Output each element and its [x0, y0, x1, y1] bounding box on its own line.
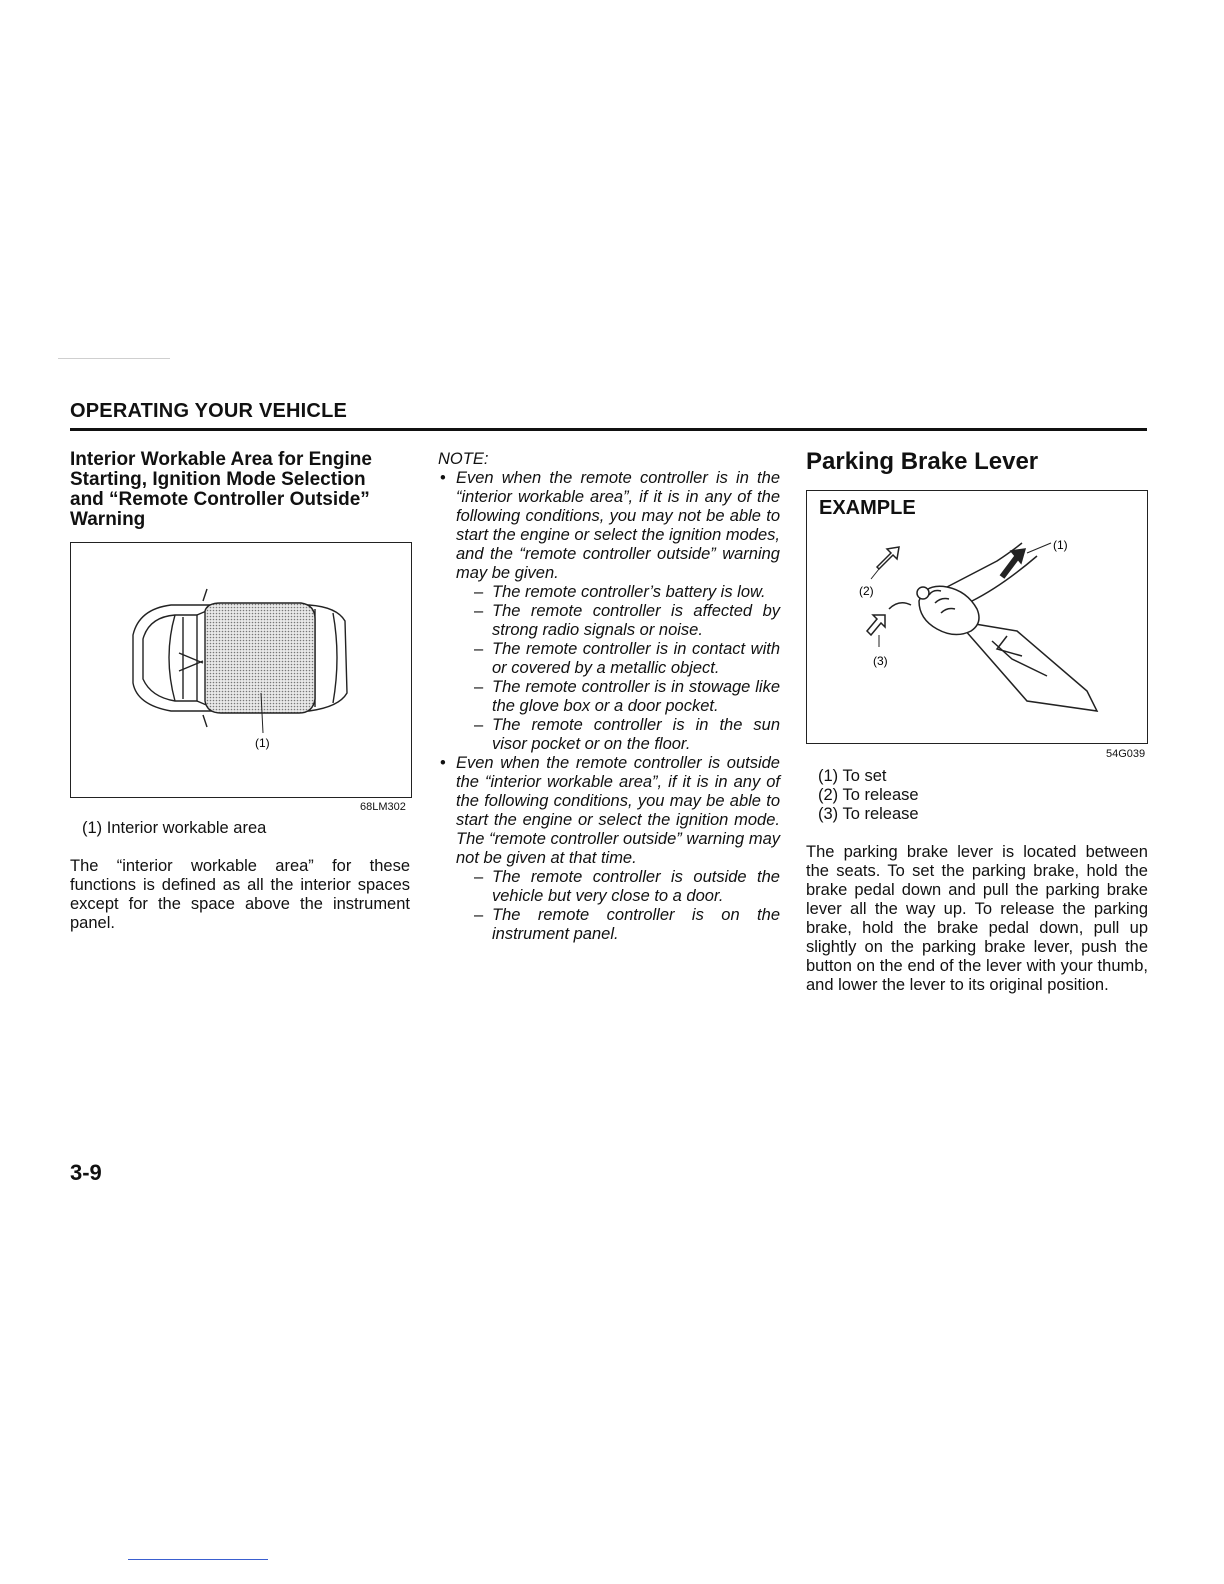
note-column — [438, 450, 780, 944]
note-sub-item: – The remote controller’s battery is low. — [456, 583, 780, 602]
note-sub-item: – The remote controller is outside the vehicle but very close to a door. — [456, 868, 780, 906]
note-bullet-text: Even when the remote controller is outside the “interior workable area”, if it is in any of the following conditions, you may be able to start the engine or select the ignition mode. The “remote controller outside” warning may not be given at that time. — [456, 754, 780, 867]
note-sub-list — [456, 868, 780, 944]
label-set: (1) — [1053, 538, 1068, 552]
right-caption-3: (3) To release — [818, 805, 919, 823]
note-sub-list — [456, 583, 780, 754]
section-header: OPERATING YOUR VEHICLE — [70, 400, 348, 422]
example-label: EXAMPLE — [819, 497, 916, 519]
left-figure-code: 68LM302 — [360, 801, 406, 813]
page-number: 3-9 — [70, 1160, 102, 1185]
parking-brake-figure — [806, 490, 1148, 744]
left-caption: (1) Interior workable area — [82, 819, 267, 837]
parking-brake-heading: Parking Brake Lever — [806, 448, 1039, 475]
label-release-lever: (3) — [873, 654, 888, 668]
right-figure-code: 54G039 — [1106, 748, 1146, 760]
left-column — [70, 449, 412, 932]
note-sub-item: – The remote controller is on the instrument panel. — [456, 906, 780, 944]
header-rule — [70, 428, 1147, 431]
note-sub-item: – The remote controller is in stowage like the glove box or a door pocket. — [456, 678, 780, 716]
note-sub-item: – The remote controller is affected by strong radio signals or noise. — [456, 602, 780, 640]
right-column — [806, 448, 1148, 994]
scan-artifact-line — [58, 358, 170, 359]
right-caption-1: (1) To set — [818, 767, 887, 785]
note-bullet-list — [438, 469, 780, 944]
note-sub-item: – The remote controller is in the sun visor pocket or on the floor. — [456, 716, 780, 754]
parking-brake-body: The parking brake lever is located between the seats. To set the parking brake, hold the brake pedal down and pull the parking brake lever all the way up. To release the parking brake, hold the brake pedal down, pull up slightly on the parking brake lever, push the button on the end of the lever with your thumb, and lower the lever to its original position. — [806, 843, 1148, 994]
note-bullet-text: Even when the remote controller is in the “interior workable area”, if it is in any of the following conditions, you may not be able to start the engine or select the ignition modes, and the “remote controller outside” warning may be given. — [456, 469, 780, 582]
left-heading-line: and “Remote Controller Outside” — [70, 489, 370, 510]
label-release-button: (2) — [859, 584, 874, 598]
left-body-text: The “interior workable area” for these functions is defined as all the interior spaces except for the space above the instrument panel. — [70, 857, 410, 932]
left-heading-line: Starting, Ignition Mode Selection — [70, 469, 366, 490]
scan-artifact-line — [128, 1559, 268, 1560]
left-heading — [70, 450, 412, 530]
note-bullet — [438, 469, 780, 754]
left-heading-line: Warning — [70, 509, 146, 530]
interior-area-callout: (1) — [255, 736, 270, 750]
left-heading-line: Interior Workable Area for Engine — [70, 449, 372, 470]
note-label: NOTE: — [438, 450, 489, 468]
note-bullet — [438, 754, 780, 944]
car-top-view-illustration — [71, 543, 411, 797]
note-sub-item: – The remote controller is in contact with or covered by a metallic object. — [456, 640, 780, 678]
right-caption-2: (2) To release — [818, 786, 919, 804]
interior-area-figure — [70, 542, 412, 798]
parking-brake-illustration — [807, 491, 1147, 743]
